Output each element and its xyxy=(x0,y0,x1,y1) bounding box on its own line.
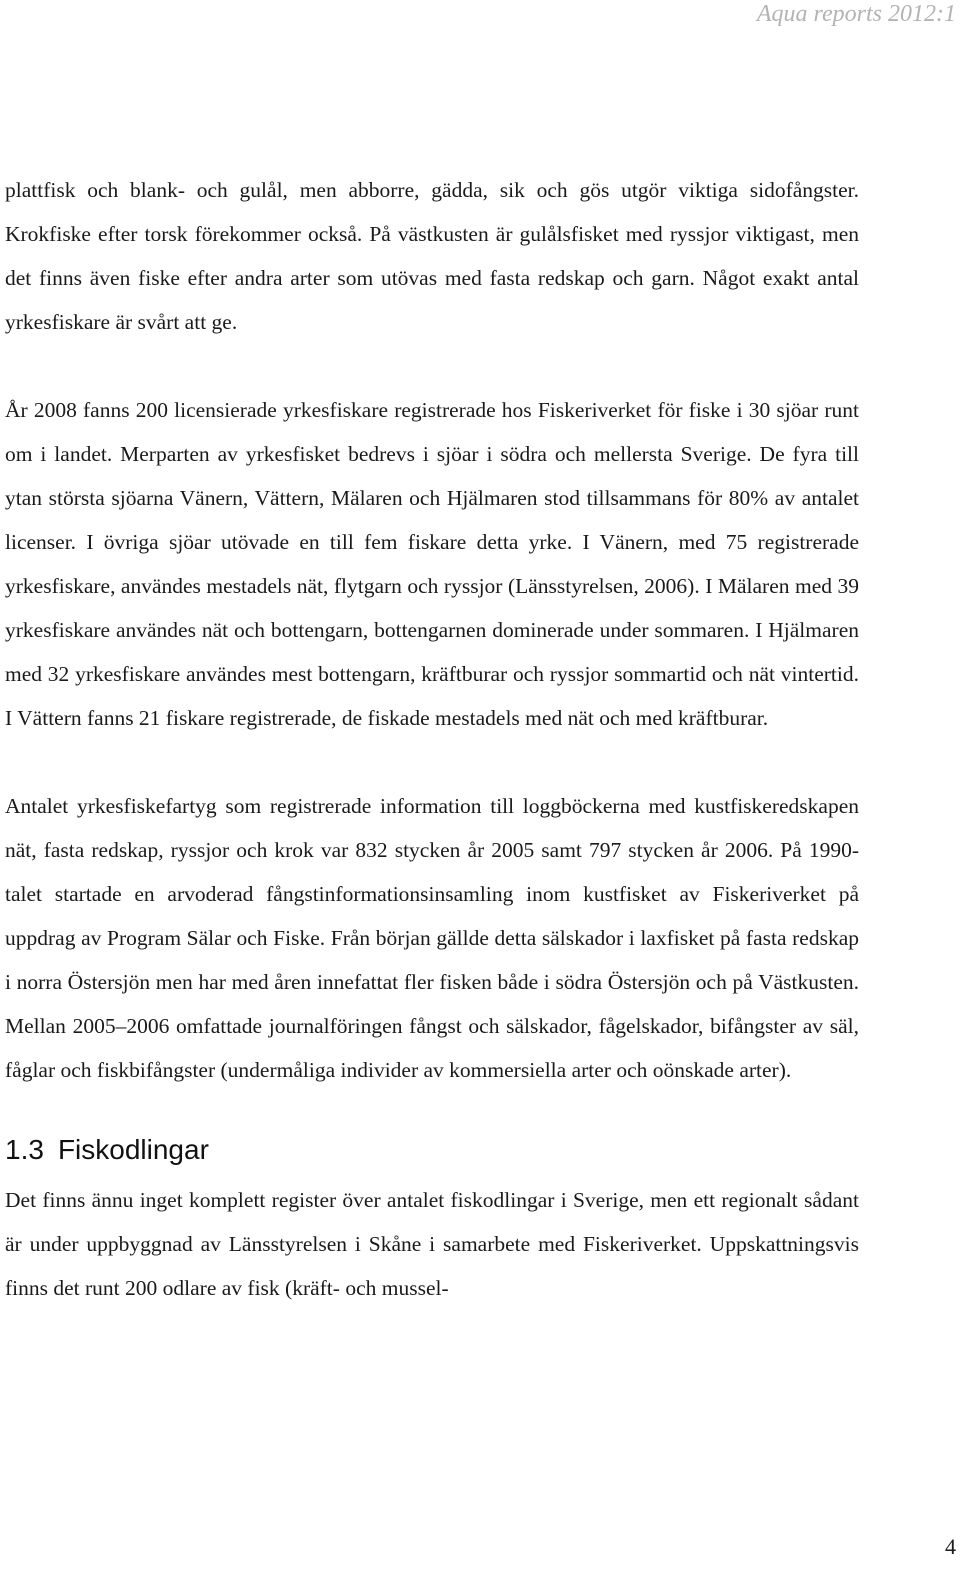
paragraph-4: Det finns ännu inget komplett register över antalet fiskodlingar i Sverige, men ett regionalt sådant är under uppbyggnad av Länsstyrelsen i Skåne i samarbete med Fiskeriverket. Uppskattningsvis finns det runt 200 odlare av fisk (kräft- och mussel- xyxy=(5,1188,859,1300)
paragraph-gap xyxy=(5,740,859,784)
section-title: Fiskodlingar xyxy=(57,1134,209,1165)
section-number: 1.3 xyxy=(5,1134,44,1165)
paragraph-gap xyxy=(5,344,859,388)
paragraph-1: plattfisk och blank- och gulål, men abborre, gädda, sik och gös utgör viktiga sidofångster. Krokfiske efter torsk förekommer också. På västkusten är gulålsfisket med ryssjor viktigast, men det finns även fiske efter andra arter som utövas med fasta redskap och garn. Något exakt antal yrkesfiskare är svårt att ge. xyxy=(5,178,859,334)
paragraph-3: Antalet yrkesfiskefartyg som registrerade information till loggböckerna med kustfiskeredskapen nät, fasta redskap, ryssjor och krok var 832 stycken år 2005 samt 797 stycken år 2006. På 1990-talet startade en arvoderad fångstinformationsinsamling inom kustfisket av Fiskeriverket på uppdrag av Program Sälar och Fiske. Från början gällde detta sälskador i laxfisket på fasta redskap i norra Östersjön men har med åren innefattat fler fisken både i södra Östersjön och på Västkusten. Mellan 2005–2006 omfattade journalföringen fångst och sälskador, fågelskador, bifångster av säl, fåglar och fiskbifångster (undermåliga individer av kommersiella arter och oönskade arter). xyxy=(5,794,859,1082)
section-gap xyxy=(5,1092,859,1122)
running-header: Aqua reports 2012:1 xyxy=(756,1,956,27)
document-body xyxy=(5,168,859,1310)
section-heading xyxy=(5,1122,859,1178)
page-number: 4 xyxy=(945,1534,956,1559)
paragraph-2: År 2008 fanns 200 licensierade yrkesfiskare registrerade hos Fiskeriverket för fiske i 30 sjöar runt om i landet. Merparten av yrkesfisket bedrevs i sjöar i södra och mellersta Sverige. De fyra till ytan största sjöarna Vänern, Vättern, Mälaren och Hjälmaren stod tillsammans för 80% av antalet licenser. I övriga sjöar utövade en till fem fiskare detta yrke. I Vänern, med 75 registrerade yrkesfiskare, användes mestadels nät, flytgarn och ryssjor (Länsstyrelsen, 2006). I Mälaren med 39 yrkesfiskare användes nät och bottengarn, bottengarnen dominerade under sommaren. I Hjälmaren med 32 yrkesfiskare användes mest bottengarn, kräftburar och ryssjor sommartid och nät vintertid. I Vättern fanns 21 fiskare registrerade, de fiskade mestadels med nät och med kräftburar. xyxy=(5,398,859,730)
